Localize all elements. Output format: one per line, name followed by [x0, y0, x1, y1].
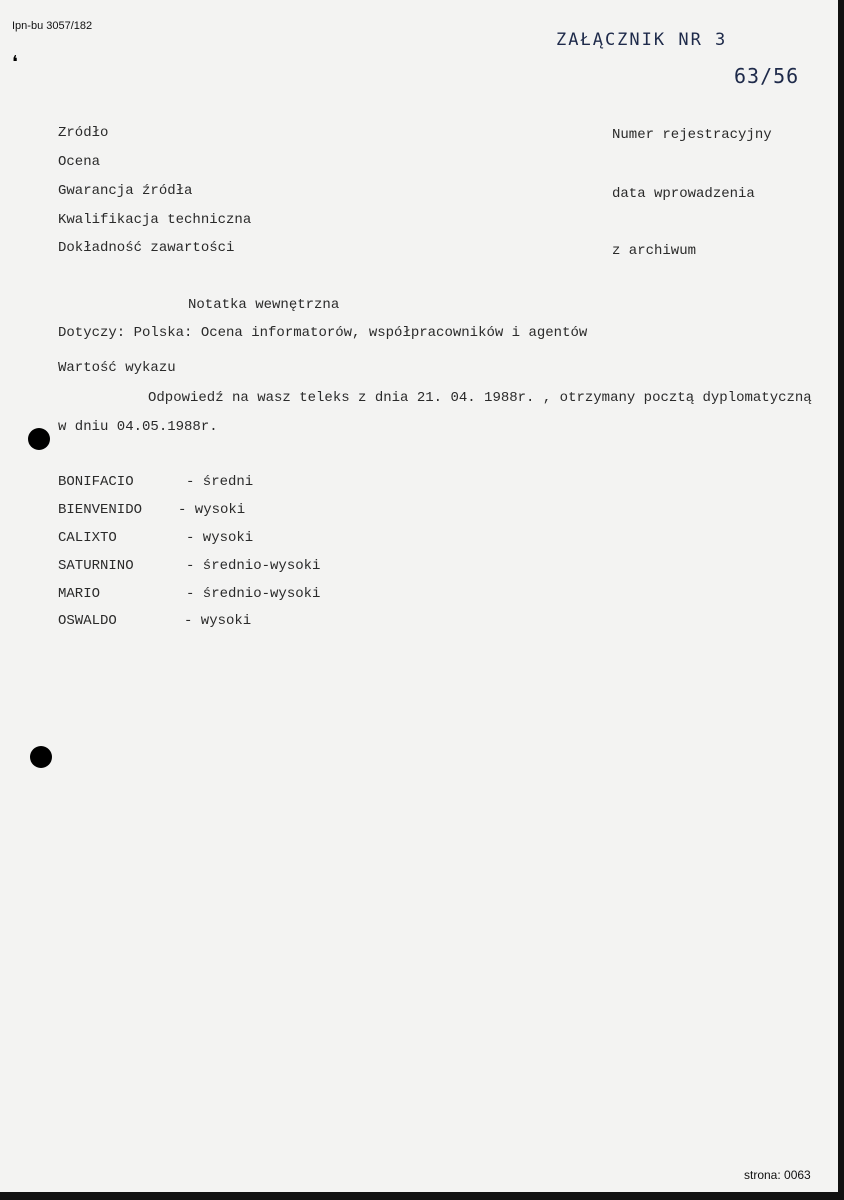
punch-hole [30, 746, 52, 768]
list-heading: Wartość wykazu [58, 360, 176, 376]
rating-value: - wysoki [186, 530, 254, 546]
rating-value: - wysoki [178, 502, 246, 518]
rating-value: - średnio-wysoki [186, 586, 321, 602]
field-technical-qualification: Kwalifikacja techniczna [58, 212, 252, 228]
annex-label: ZAŁĄCZNIK NR 3 [556, 30, 728, 50]
field-content-accuracy: Dokładność zawartości [58, 240, 235, 256]
note-title: Notatka wewnętrzna [188, 297, 340, 313]
scan-border-right [838, 0, 844, 1200]
field-entry-date: data wprowadzenia [612, 186, 755, 202]
rating-name: CALIXTO [58, 530, 117, 546]
rating-name: SATURNINO [58, 558, 134, 574]
handwritten-number: 63/56 [734, 64, 800, 88]
rating-name: BONIFACIO [58, 474, 134, 490]
rating-value: - średnio-wysoki [186, 558, 321, 574]
rating-name: BIENVENIDO [58, 502, 143, 518]
rating-name: MARIO [58, 586, 101, 602]
page-number: strona: 0063 [744, 1168, 811, 1182]
field-rating: Ocena [58, 154, 101, 170]
field-source: Zródło [58, 125, 109, 141]
field-from-archive: z archiwum [612, 243, 697, 259]
archive-reference: Ipn-bu 3057/182 [12, 20, 93, 32]
rating-value: - wysoki [184, 613, 252, 629]
body-line-1: Odpowiedź na wasz teleks z dnia 21. 04. 1988r. , otrzymany pocztą dyplomatyczną [148, 390, 812, 406]
body-line-2: w dniu 04.05.1988r. [58, 419, 218, 435]
rating-name: OSWALDO [58, 613, 117, 629]
ink-mark: ❛ [12, 52, 18, 73]
field-source-guarantee: Gwarancja źródła [58, 183, 193, 199]
subject-line: Dotyczy: Polska: Ocena informatorów, współpracowników i agentów [58, 325, 588, 341]
rating-value: - średni [186, 474, 254, 490]
scan-border-bottom [0, 1192, 844, 1200]
punch-hole [28, 428, 50, 450]
field-registration-number: Numer rejestracyjny [612, 127, 772, 143]
